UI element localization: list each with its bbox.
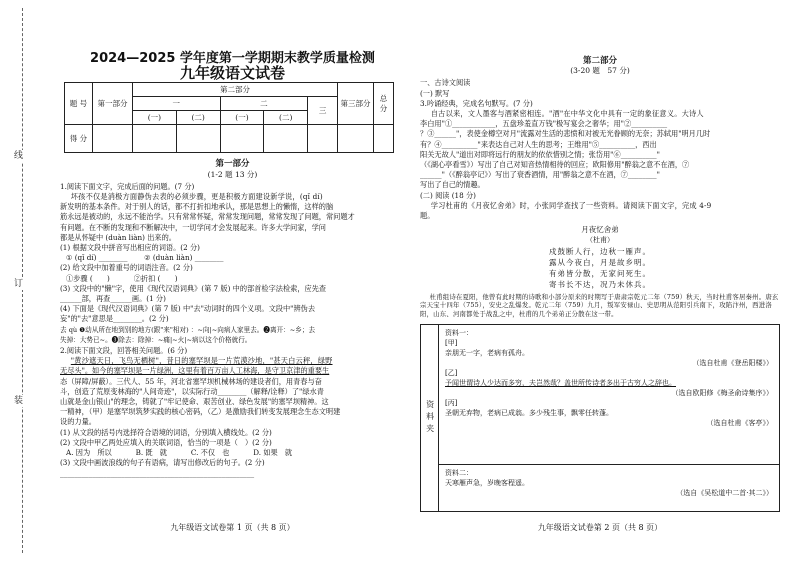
dictionary-entry: 失掉：大势已~。❸除去：除掉：~痛|~火|~病以这个价格就行。: [60, 335, 252, 344]
material-label: [丙]: [445, 399, 458, 408]
option-c: C. 不仅 也: [190, 448, 230, 458]
question-1-prompt: 1.阅读下面文字，完成后面的问题。(7 分): [60, 181, 195, 191]
section-subtitle: (1-2 题 13 分): [207, 169, 258, 179]
passage-line: 斗，创造了荒原变林海的"人间奇迹"，以实际行动________（解释/诠释）了"绿水青: [60, 386, 324, 396]
reading-intro: 学习杜甫的《月夜忆舍弟》时，小张同学查找了一些资料。请阅读下面文字，完成 4-9: [430, 200, 712, 210]
question-1-1-options: ① (qǐ dí) ________ ② (duàn liàn) ________: [66, 253, 224, 263]
poem-title: 月夜忆舍弟: [581, 225, 619, 235]
material-text: 圣朝无弃物，老病已成翁。多少残生事，飘零任转蓬。: [445, 409, 613, 418]
option: ② (duàn liàn): [144, 253, 193, 263]
material-text: 天寒雁声急，岁晚客程遥。: [445, 479, 529, 488]
exam-title: 2024—2025 学年度第一学期期末教学质量检测: [90, 51, 375, 66]
passage-line: 无尽头"。如今的塞罕坝是一片绿洲，这里有着百万亩人工林海，是守卫京津的重要生: [60, 366, 330, 376]
material-2: [439, 465, 779, 501]
question-2-3: (3) 文段中画波浪线的句子有语病，请写出修改后的句子。(2 分): [60, 458, 265, 468]
option-d: D. 如果 就: [253, 448, 293, 458]
score-table: [64, 82, 394, 153]
option: ②折扣: [133, 273, 156, 283]
section-title: 第一部分: [215, 159, 250, 170]
binding-char-2: 订: [14, 279, 24, 289]
materials-body: [439, 325, 779, 511]
q3-seg: "来表达自己对人生的思考；王维用"⑤: [477, 139, 600, 149]
materials-side-label: [421, 325, 439, 511]
score-cell[interactable]: [220, 125, 264, 153]
score-cell[interactable]: [176, 125, 220, 153]
q1-4-part: 。(2 分): [141, 314, 169, 324]
score-cell[interactable]: [264, 125, 308, 153]
material-1-title: 资料一：: [445, 329, 473, 338]
q3-seg: 阳关无故人"道出对即将远行的朋友的依依惜别之情；张岱用"⑥: [420, 149, 621, 159]
question-1-3-cont: ______部，再查______画。(1 分): [60, 294, 166, 304]
question-1-2-options: ①步骤 ( ) ②折扣 ( ): [66, 273, 178, 283]
question-3-prompt: 3.吟诵经典，完成名句默写。(7 分): [420, 98, 533, 108]
paper-title: 九年级语文试卷: [179, 64, 285, 83]
section-subtitle: (3-20 题 57 分): [570, 66, 630, 76]
material-source: （选自杜甫《客亭》）: [706, 419, 773, 428]
materials-box: [420, 324, 780, 512]
binding-char-1: 线: [14, 151, 24, 161]
option: ① (qǐ dí): [66, 253, 97, 263]
q3-line: 写出了自己的情趣。: [420, 180, 485, 190]
material-source: （选自《吴松道中二首·其二》）: [676, 489, 773, 498]
question-1-4: (4) 下面是《现代汉语词典》(第 7 版) 中"去"动词时的四个义项。文段中"辨伪去: [60, 304, 316, 314]
q3-seg: ？③: [420, 129, 435, 139]
poem-line: 露从今夜白，月是故乡明。: [549, 257, 651, 267]
material-label: [甲]: [445, 339, 458, 348]
score-cell[interactable]: [308, 125, 338, 153]
q3-seg: ": [656, 170, 660, 180]
q3-line: 李白用"①____________，五盘珍羞直万钱"极写宴会之奢华；用"②__________: [420, 119, 668, 129]
q3-line: （《湖心亭看雪》）写出了自己对知音热情相待的回应；欧阳修用"醉翁之意不在酒，⑦: [420, 160, 690, 170]
passage-line: 山就是金山银山"的理念，铸就了"牢记使命、艰苦创业、绿色发展"的塞罕坝精神。这: [60, 397, 329, 407]
question-2-prompt: 2.阅读下面文段，回答相关问题。(6 分): [60, 346, 188, 356]
score-cell[interactable]: [93, 125, 133, 153]
score-cell[interactable]: [338, 125, 374, 153]
poem-author: （杜甫）: [586, 236, 614, 245]
q3-line: 阳关无故人"道出对即将远行的朋友的依依惜别之情；张岱用"⑥__________": [420, 149, 660, 159]
q3-line: 自古以来，文人墨客与酒紧密相连。"酒"在中华文化中具有一定的象征意义。大诗人: [430, 109, 704, 119]
q3-line: ______"（《醉翁亭记》）写出了衰香酒情，用"醉翁之意不在酒，⑦________": [420, 170, 660, 180]
q3-seg: "，表使金樽空对月"流露对生活的悲愤和对被无光眷顾的无奈；苏轼用"明月几时: [455, 129, 711, 139]
material-source: （选自杜甫《登岳阳楼》）: [692, 359, 773, 368]
q3-seg: ，五盘珍羞直万钱"极写宴会之奢华；用"②: [495, 119, 632, 129]
material-source: （选自欧阳修《梅圣俞诗集序》）: [671, 389, 773, 398]
q3-line: ？③______"，表使金樽空对月"流露对生活的悲愤和对被无光眷顾的无奈；苏轼用"明月几时: [420, 129, 711, 139]
sub-heading: (二) 阅读 (18 分): [420, 190, 476, 200]
page-1-footer: 九年级语文试卷第 1 页（共 8 页）: [170, 522, 295, 532]
material-2-title: 资料二：: [445, 469, 473, 478]
material-1: [439, 325, 779, 465]
question-1-4-cont: 妄"的"去"意思是________。(2 分): [60, 314, 169, 324]
materials-side-text: 资料夹: [425, 400, 435, 437]
q3-seg: "（《醉翁亭记》）写出了衰香酒情，用"醉翁之意不在酒，⑦: [441, 170, 628, 180]
score-cell[interactable]: [133, 125, 177, 153]
score-label-score: 得 分: [65, 125, 93, 153]
score-total: 总 分: [374, 83, 394, 125]
passage-line: 坏孩不仅是消极方面静伪去表的必须步骤，更是积极方面建设新学说，(qǐ dí): [70, 192, 323, 202]
binding-char-3: 装: [14, 396, 24, 406]
section-title: 第二部分: [582, 56, 617, 66]
passage-line: 态（屏障/屏蔽）。三代人、55 年，河北省塞罕坝机械林场的建设者们，用青春与奋: [60, 376, 322, 386]
passage-line: 设的力量。: [60, 417, 96, 427]
score-sub-2: (二): [176, 111, 220, 125]
passage-seg: 斗，创造了荒原变林海的"人间奇迹"，以实际行动: [60, 386, 218, 396]
passage-seg: （解释/诠释）了"绿水青: [246, 386, 324, 396]
option-b: B. 既 就: [135, 448, 167, 458]
page-1: [60, 0, 405, 561]
material-text: 予闻世谓诗人少达而多穷，夫岂然哉？盖世所传诗者多出于古穷人之辞也。: [445, 379, 676, 388]
q3-seg: 李白用"①: [420, 119, 453, 129]
question-1-3: (3) 文段中的"懒"字，使用《现代汉语词典》(第 7 版) 中的部首检字法检索，应先查: [60, 283, 327, 293]
sub-heading: (一) 默写: [420, 88, 450, 98]
question-2-1: (1) 从文段的括号内选择符合语境的词语，分别填入横线处。(2 分): [60, 427, 272, 437]
score-cell[interactable]: [374, 125, 394, 153]
material-label: [乙]: [445, 369, 458, 378]
dictionary-entry: 去 qù ❶动从所在地到别的地方(跟"来"相对) ：~向|~向病人家里去。❷离开：~乡；去: [60, 325, 316, 334]
q3-seg: 有？④: [420, 139, 442, 149]
score-part2-section-2: 二: [220, 97, 308, 111]
option-a: A. 因为 所以: [66, 448, 112, 458]
poem-note: 杜甫组诗在夏阳，他曾有此时期的诗歌和小部分原来的时期写于唐肃宗乾元二年（759）秋天，当时杜甫客居秦州。唐玄宗天宝十四年（755），安史之乱爆发。乾元二年（759）九月，叛军安禄山、史思明从范阳引兵南下，攻陷汴州，西进洛阳，山东、河南都处于战乱之中，杜甫的几个弟弟正分散在这一带。: [420, 292, 779, 318]
part-heading: 一、古诗文阅读: [420, 78, 471, 88]
score-part1: 第一部分: [93, 83, 133, 125]
poem-line: 戍鼓断人行，边秋一雁声。: [549, 246, 651, 256]
poem-line: 有弟皆分散，无家问死生。: [549, 268, 651, 278]
question-1-2: (2) 给文段中加着重号的词语注音。(2 分): [60, 263, 193, 273]
passage-line: 筋永远是被动的，永远不能治学。只有常常怀疑，常常发现问题，常常发现了问题，常问题才: [60, 212, 355, 222]
passage-line: 新发明的基本条件。对于别人的话，都不打折扣地承认，那是思想上的懒惰，这样的脑: [60, 202, 334, 212]
score-part2: 第二部分: [133, 83, 338, 97]
score-sub-3: (一): [220, 111, 264, 125]
binding-margin: [0, 0, 58, 561]
reading-intro-cont: 题。: [420, 211, 435, 221]
q3-seg: ，西出: [635, 139, 657, 149]
answer-line[interactable]: ______________________________________________________: [60, 468, 255, 478]
question-1-1: (1) 根据文段中拼音写出相应的词语。(2 分): [60, 243, 200, 253]
passage-line: 一精神，（甲）是塞罕坝筑梦实践的核心密码，（乙）是激励我们转变发展理念生态文明建: [60, 407, 341, 417]
score-sub-4: (二): [264, 111, 308, 125]
q3-line: 有？④__________"来表达自己对人生的思考；王维用"⑤__________，西出: [420, 139, 657, 149]
passage-line: 有问题。在不断的发现和不断解决中，一切学问才会发展起来。许多大学问家，学问: [60, 222, 326, 232]
question-2-2-options: [60, 448, 405, 458]
option: ①步骤: [66, 273, 88, 283]
passage-line: "黄沙遮天日，飞鸟无栖树"，昔日的塞罕坝是一片荒漠沙地，"甚天白云秤，绿野: [70, 356, 333, 366]
question-2-2: (2) 文段中甲乙两处应填入的关联词语，恰当的一项是（ ）(2 分): [60, 437, 272, 447]
score-part3: 第三部分: [338, 83, 374, 125]
page-2: [420, 0, 780, 561]
score-label-question: 题 号: [65, 83, 93, 125]
score-part2-section-3: 三: [308, 97, 338, 125]
poem-line: 寄书长不达，况乃未休兵。: [549, 279, 651, 289]
q1-3-part: 部，再查: [81, 294, 111, 304]
q1-4-part: 妄"的"去"意思是: [60, 314, 114, 324]
passage-line: 都是从怀疑中 (duàn liàn) 出来的。: [60, 232, 176, 242]
score-part2-section-1: 一: [133, 97, 221, 111]
page-2-footer: 九年级语文试卷第 2 页（共 8 页）: [537, 522, 663, 532]
material-text: 亲朋无一字，老病有孤舟。: [445, 349, 529, 358]
q1-3-part: 画。(1 分): [131, 294, 166, 304]
score-sub-1: (一): [133, 111, 177, 125]
q3-seg: ": [656, 149, 660, 159]
